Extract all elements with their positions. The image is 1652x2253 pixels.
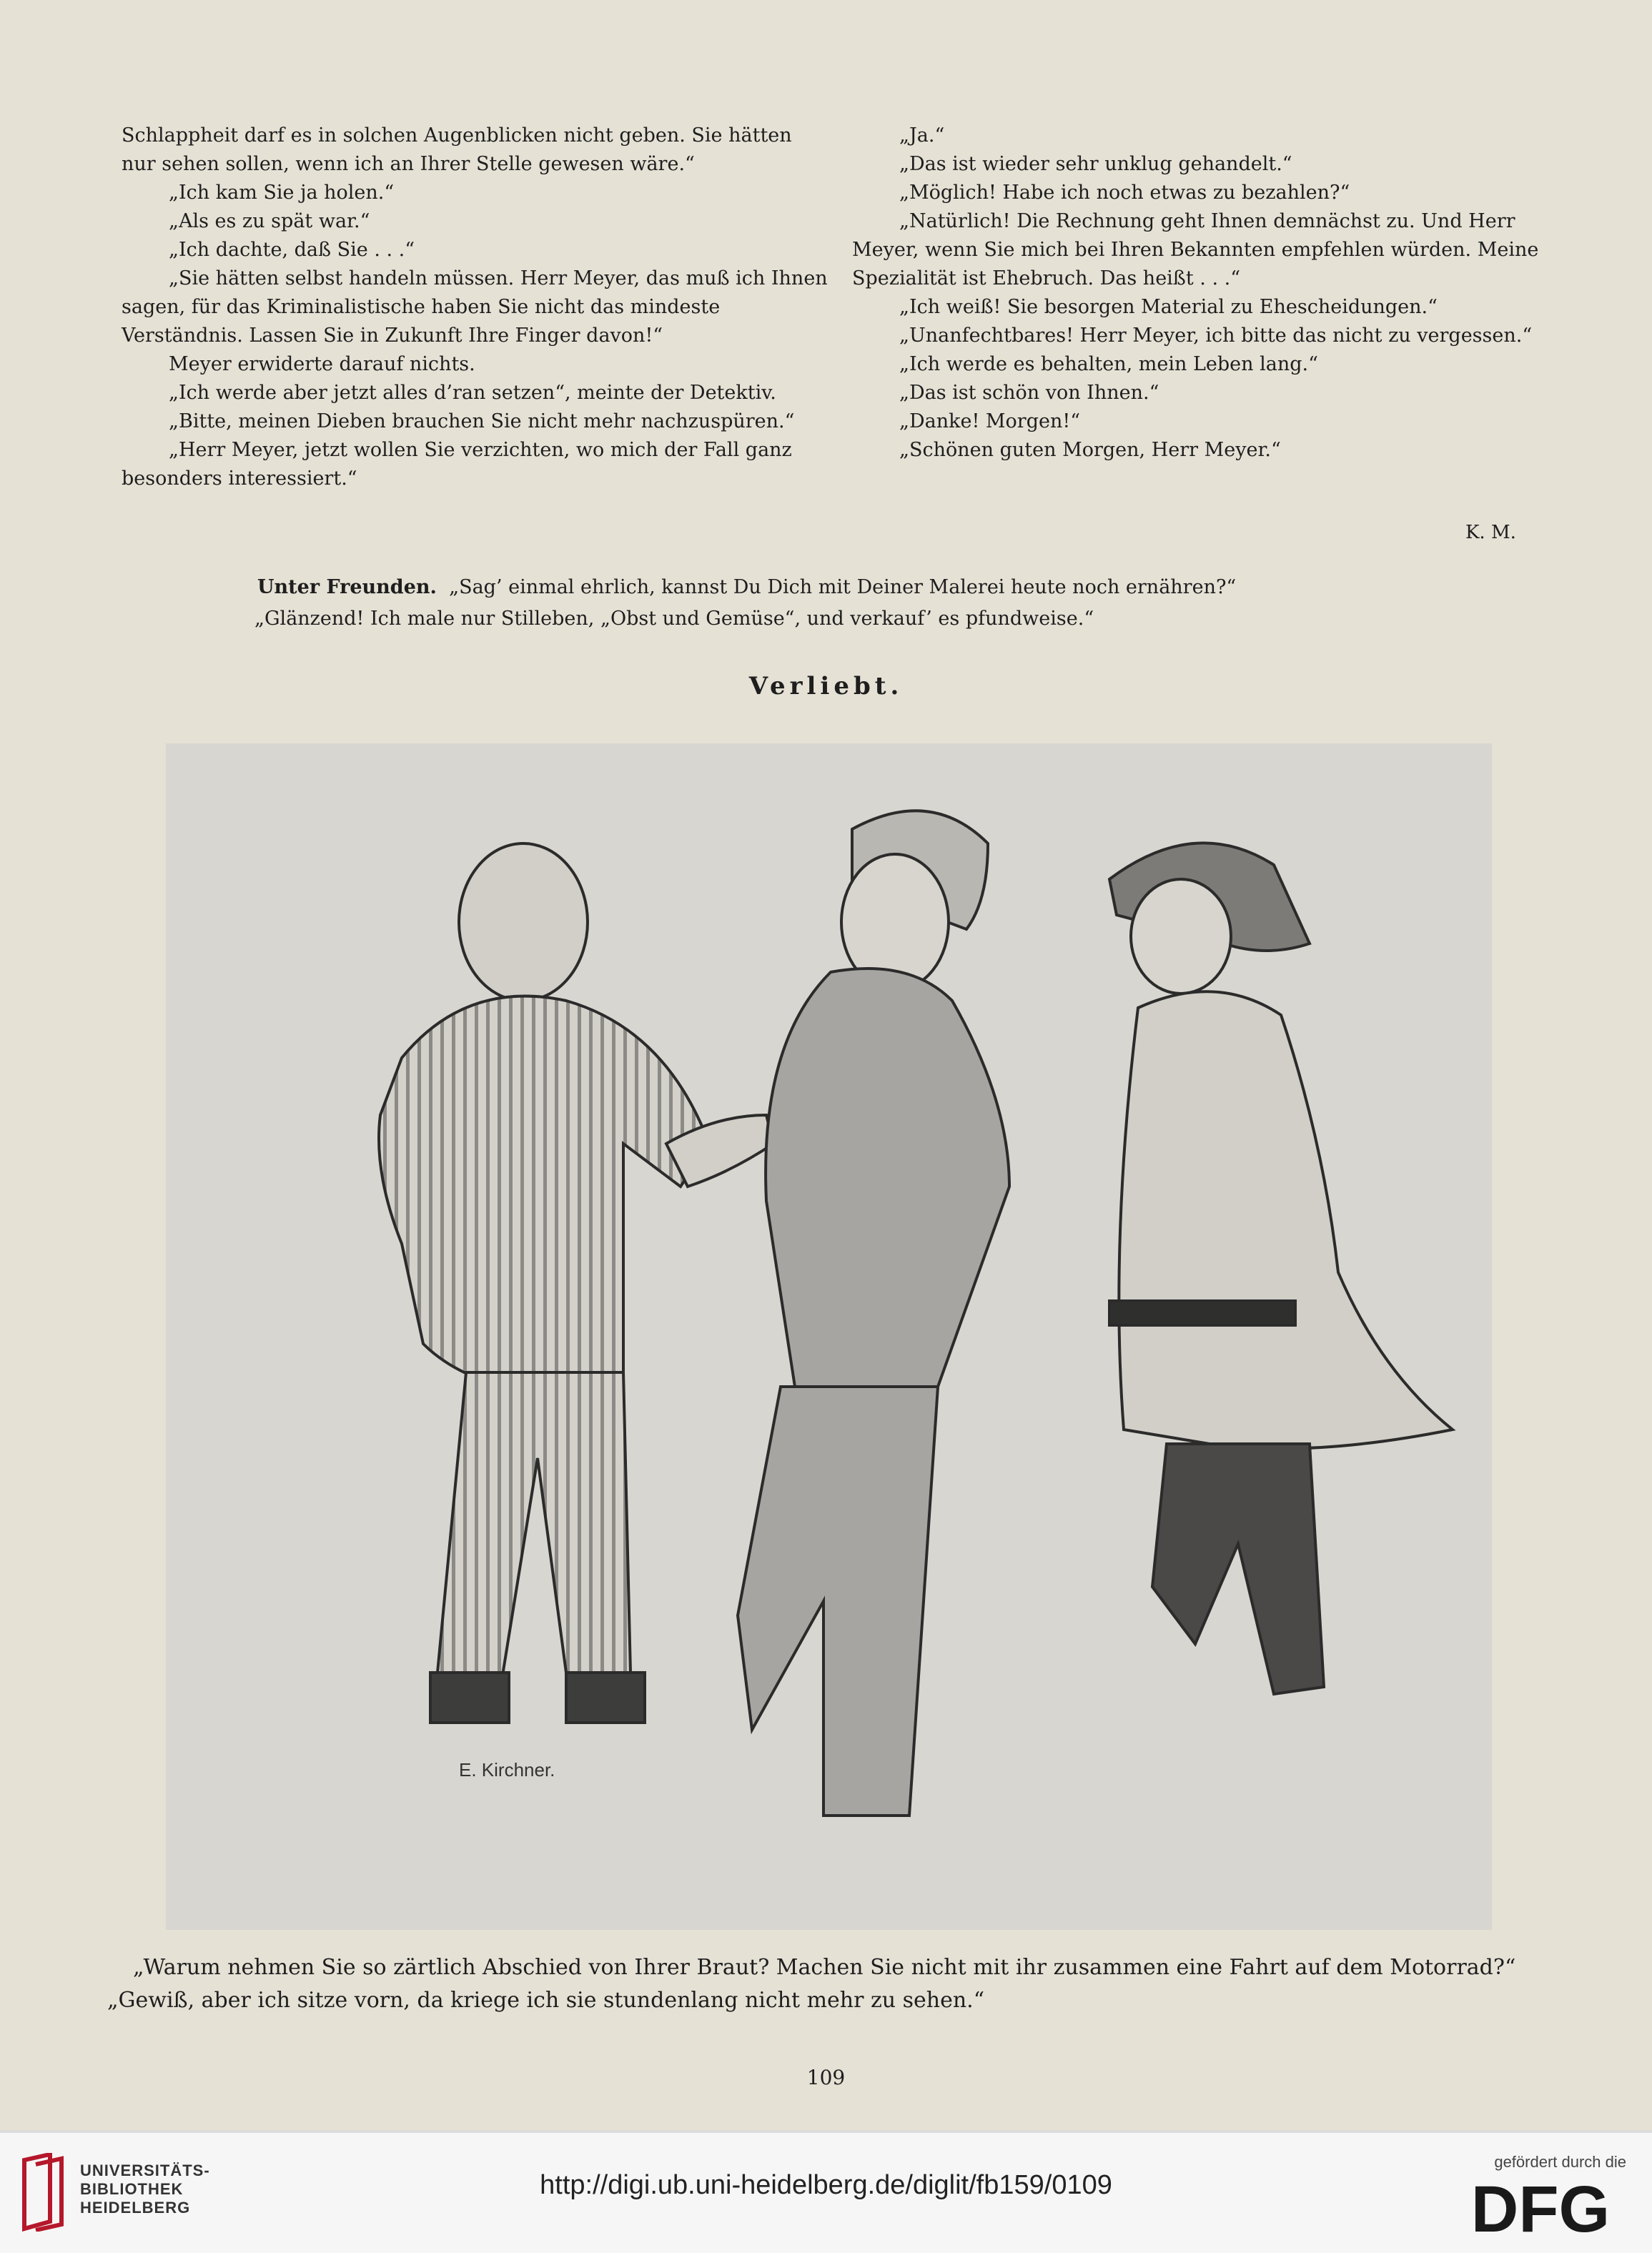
- paragraph: „Als es zu spät war.“: [169, 210, 370, 232]
- cartoon-illustration: [166, 743, 1492, 1930]
- paragraph: „Ich werde aber jetzt alles d’ran setzen“, meinte der Detektiv.: [169, 382, 776, 404]
- paragraph: „Ich werde es behalten, mein Leben lang.“: [899, 353, 1318, 375]
- institution-name-line: HEIDELBERG: [80, 2199, 191, 2217]
- author-signature: K. M.: [1465, 522, 1516, 543]
- footer-bar: [0, 2130, 1652, 2253]
- paragraph: „Sie hätten selbst handeln müssen. Herr Meyer, das muß ich Ihnen sagen, für das Kriminalistische haben Sie nicht das mindeste Verständnis. Lassen Sie in Zukunft Ihre Finger davon!“: [122, 267, 828, 347]
- svg-text:DFG: DFG: [1470, 2177, 1611, 2239]
- paragraph: „Möglich! Habe ich noch etwas zu bezahlen?“: [899, 182, 1350, 204]
- paragraph: „Danke! Morgen!“: [899, 410, 1081, 432]
- dfg-logo-icon: [1455, 2177, 1626, 2239]
- paragraph: „Schönen guten Morgen, Herr Meyer.“: [899, 439, 1281, 461]
- anecdote-line: „Glänzend! Ich male nur Stilleben, „Obst und Gemüse“, und verkauf’ es pfundweise.“: [254, 608, 1094, 630]
- left-text-column: [122, 122, 829, 493]
- anecdote: [254, 572, 1401, 635]
- paragraph: Meyer erwiderte darauf nichts.: [169, 353, 475, 375]
- paragraph: „Das ist wieder sehr unklug gehandelt.“: [899, 153, 1292, 175]
- cartoon-drawing: [166, 743, 1492, 1930]
- figure-right-bride: [1109, 843, 1453, 1694]
- institution-name-line: BIBLIOTHEK: [80, 2180, 184, 2198]
- paragraph: „Ich weiß! Sie besorgen Material zu Ehescheidungen.“: [899, 296, 1438, 318]
- illustration-caption: [107, 1951, 1573, 2017]
- artist-signature: E. Kirchner.: [459, 1759, 555, 1781]
- paragraph: „Herr Meyer, jetzt wollen Sie verzichten, wo mich der Fall ganz besonders interessiert.“: [122, 439, 792, 490]
- paragraph: „Ja.“: [899, 124, 945, 147]
- figure-left-man: [379, 843, 773, 1723]
- paragraph: „Natürlich! Die Rechnung geht Ihnen demnächst zu. Und Herr Meyer, wenn Sie mich bei Ihren Bekannten empfehlen würden. Meine Spezialität ist Ehebruch. Das heißt . . .“: [852, 210, 1539, 289]
- right-text-column: [852, 122, 1556, 465]
- page-number: 109: [806, 2066, 846, 2089]
- illustration-title: Verliebt.: [748, 672, 904, 700]
- anecdote-line: „Sag’ einmal ehrlich, kannst Du Dich mit Deiner Malerei heute noch ernähren?“: [449, 576, 1237, 598]
- anecdote-heading: Unter Freunden.: [257, 576, 437, 598]
- figure-middle-motorcyclist: [738, 811, 1009, 1816]
- paragraph: „Ich dachte, daß Sie . . .“: [169, 239, 415, 261]
- paragraph: „Ich kam Sie ja holen.“: [169, 182, 395, 204]
- paragraph: Schlappheit darf es in solchen Augenblicken nicht geben. Sie hätten nur sehen sollen, wenn ich an Ihrer Stelle gewesen wäre.“: [122, 124, 792, 175]
- paragraph: „Das ist schön von Ihnen.“: [899, 382, 1159, 404]
- paragraph: „Bitte, meinen Dieben brauchen Sie nicht mehr nachzuspüren.“: [169, 410, 795, 432]
- institution-name-line: UNIVERSITÄTS-: [80, 2162, 210, 2179]
- caption-line: „Warum nehmen Sie so zärtlich Abschied von Ihrer Braut? Machen Sie nicht mit ihr zusammen eine Fahrt auf dem Motorrad?“: [133, 1955, 1516, 1980]
- caption-line: „Gewiß, aber ich sitze vorn, da kriege ich sie stundenlang nicht mehr zu sehen.“: [107, 1988, 985, 2013]
- funded-by-label: gefördert durch die: [1494, 2153, 1626, 2171]
- paragraph: „Unanfechtbares! Herr Meyer, ich bitte das nicht zu vergessen.“: [899, 325, 1533, 347]
- permalink-url[interactable]: http://digi.ub.uni-heidelberg.de/diglit/fb159/0109: [540, 2170, 1112, 2200]
